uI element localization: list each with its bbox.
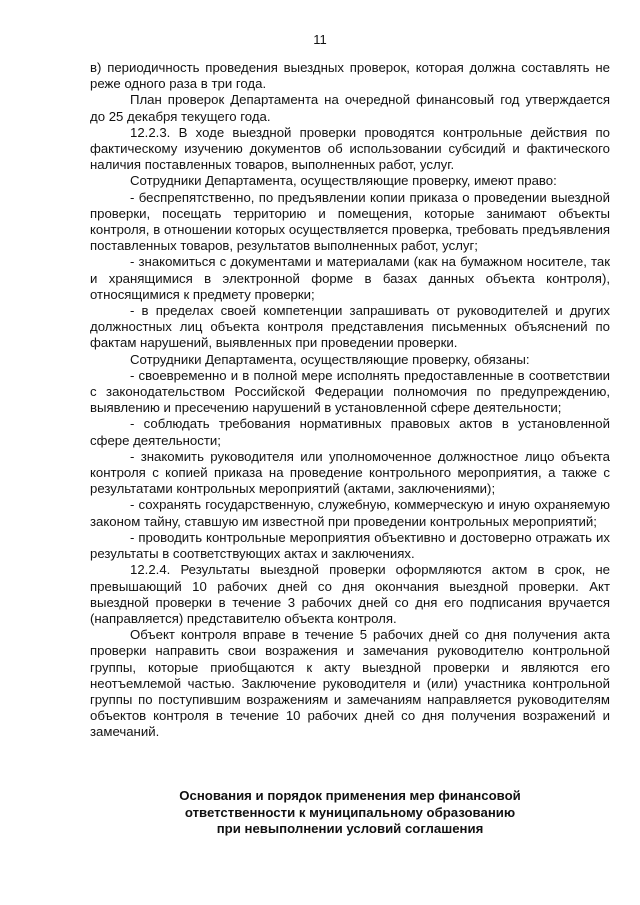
paragraph: Объект контроля вправе в течение 5 рабочих дней со дня получения акта проверки направить свои возражения и замечания руководителю контрольной группы, которые приобщаются к акту выездной проверки и являются его неотъемлемой частью. Заключение руководителя и (или) участника контрольной группы по поступившим возражениям и замечаниям направляется руководителям объектов контроля в течение 10 рабочих дней со дня получения возражений и замечаний. bbox=[90, 627, 610, 740]
page-number: 11 bbox=[313, 32, 327, 47]
list-item: - беспрепятственно, по предъявлении копии приказа о проведении выездной проверки, посещать территорию и помещения, которые занимают объекты контроля, в отношении которых осуществляется проверка, требовать предъявления поставленных товаров, результатов выполненных работ, услуг; bbox=[90, 189, 610, 254]
paragraph: План проверок Департамента на очередной финансовый год утверждается до 25 декабря текущего года. bbox=[90, 92, 610, 124]
list-item: - в пределах своей компетенции запрашивать от руководителей и других должностных лиц объекта контроля представления письменных объяснений по фактам нарушений, выявленных при проведении проверки. bbox=[90, 303, 610, 351]
paragraph: Сотрудники Департамента, осуществляющие проверку, имеют право: bbox=[130, 173, 557, 189]
heading-line: Основания и порядок применения мер финансовой bbox=[179, 788, 521, 803]
list-item: - проводить контрольные мероприятия объективно и достоверно отражать их результаты в соответствующих актах и заключениях. bbox=[90, 529, 610, 562]
paragraph: 12.2.3. В ходе выездной проверки проводятся контрольные действия по фактическому изучению документов об использовании субсидий и фактического наличия поставленных товаров, выполненных работ, услуг. bbox=[90, 124, 610, 173]
list-item: - сохранять государственную, служебную, коммерческую и иную охраняемую законом тайну, ставшую им известной при проведении контрольных мероприятий; bbox=[90, 497, 610, 529]
paragraph: Сотрудники Департамента, осуществляющие проверку, обязаны: bbox=[130, 351, 530, 367]
section-heading bbox=[90, 788, 610, 838]
paragraph: в) периодичность проведения выездных проверок, которая должна составлять не реже одного раза в три года. bbox=[90, 60, 610, 92]
list-item: - знакомить руководителя или уполномоченное должностное лицо объекта контроля с копией приказа на проведение контрольного мероприятия, а также с результатами контрольных мероприятий (актами, заключениями); bbox=[90, 448, 610, 497]
list-item: - своевременно и в полной мере исполнять предоставленные в соответствии с законодательством Российской Федерации полномочия по предупреждению, выявлению и пресечению нарушений в установленной сфере деятельности; bbox=[90, 367, 610, 416]
paragraph: 12.2.4. Результаты выездной проверки оформляются актом в срок, не превышающий 10 рабочих дней со дня окончания выездной проверки. Акт выездной проверки в течение 3 рабочих дней со дня его подписания вручается (направляется) представителю объекта контроля. bbox=[90, 562, 610, 626]
heading-line: при невыполнении условий соглашения bbox=[216, 821, 484, 836]
heading-line: ответственности к муниципальному образованию bbox=[184, 804, 516, 820]
list-item: - соблюдать требования нормативных правовых актов в установленной сфере деятельности; bbox=[90, 416, 610, 448]
body-text bbox=[90, 60, 610, 741]
list-item: - знакомиться с документами и материалами (как на бумажном носителе, так и хранящимися в электронной форме в базах данных объекта контроля), относящимися к предмету проверки; bbox=[90, 254, 610, 302]
